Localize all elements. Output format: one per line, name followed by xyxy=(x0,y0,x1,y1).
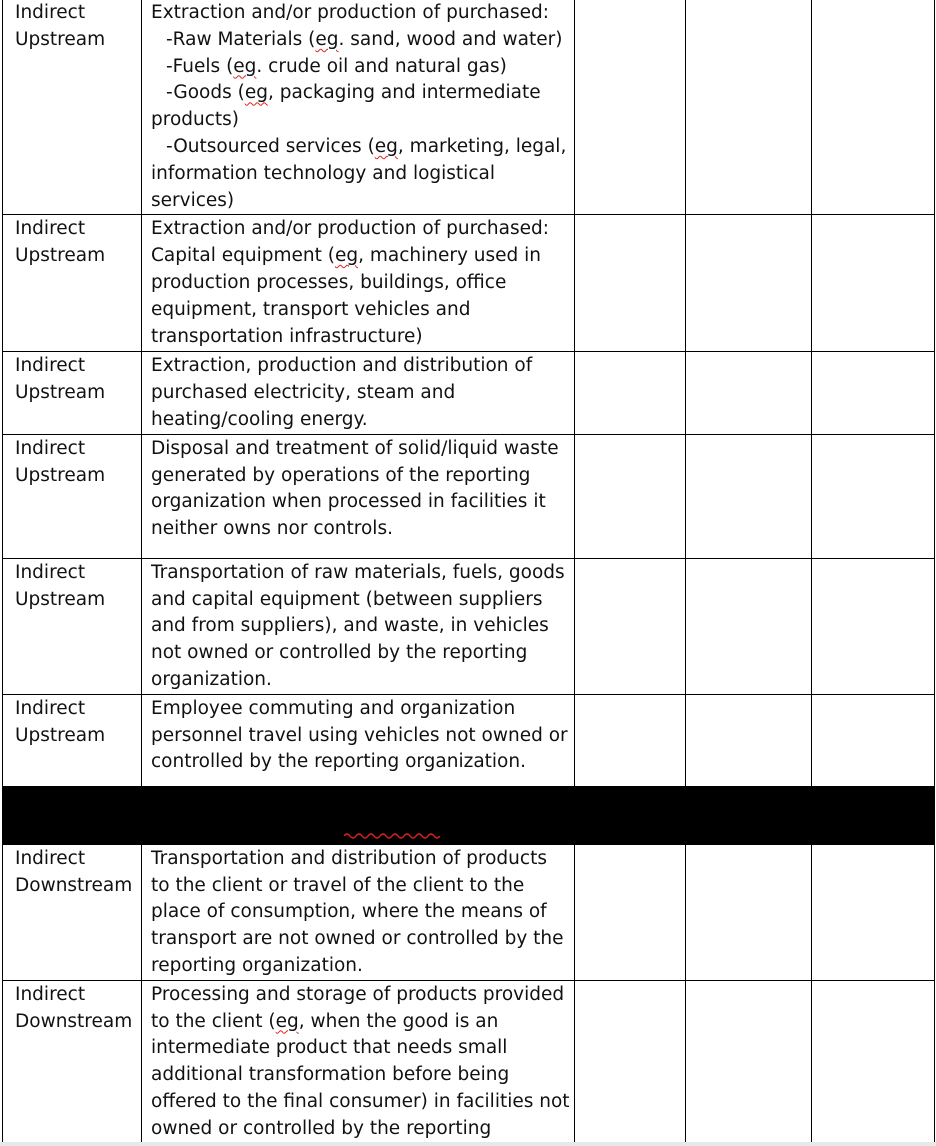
empty-cell[interactable] xyxy=(575,0,686,215)
scope-line: Indirect xyxy=(15,437,86,459)
description-line: intermediate product that needs small xyxy=(151,1037,508,1059)
spellcheck-word: eg xyxy=(315,28,339,50)
table-row xyxy=(3,558,935,694)
table-row xyxy=(3,844,935,980)
spellcheck-word: eg xyxy=(233,55,257,77)
scope-cell[interactable] xyxy=(3,434,142,558)
description-line: purchased electricity, steam and xyxy=(151,382,456,404)
description-line: Extraction and/or production of purchased: xyxy=(151,2,549,23)
scope-line: Indirect xyxy=(15,218,86,240)
empty-cell[interactable] xyxy=(686,434,812,558)
description-line: additional transformation before being xyxy=(151,1064,510,1086)
scope-cell[interactable] xyxy=(3,694,142,786)
empty-cell[interactable] xyxy=(575,558,686,694)
table-row xyxy=(3,352,935,434)
description-cell[interactable] xyxy=(142,980,575,1146)
description-line: personnel travel using vehicles not owned or xyxy=(151,724,568,746)
table-row xyxy=(3,694,935,786)
empty-cell[interactable] xyxy=(686,0,812,215)
description-line: transportation infrastructure) xyxy=(151,325,423,347)
description-line: offered to the final consumer) in facilities not xyxy=(151,1090,570,1112)
scope-line: Upstream xyxy=(15,464,106,486)
description-line: services) xyxy=(151,189,235,211)
empty-cell[interactable] xyxy=(575,694,686,786)
scope-cell[interactable] xyxy=(3,215,142,352)
empty-cell[interactable] xyxy=(686,980,812,1146)
scope-line: Indirect xyxy=(15,983,86,1005)
spellcheck-word: eg xyxy=(334,245,359,267)
scope-cell[interactable] xyxy=(3,844,142,980)
empty-cell[interactable] xyxy=(812,0,935,215)
description-line: -Fuels (eg. crude oil and natural gas) xyxy=(166,55,507,77)
empty-cell[interactable] xyxy=(812,980,935,1146)
empty-cell[interactable] xyxy=(686,844,812,980)
description-cell[interactable] xyxy=(142,215,575,352)
description-line: transport are not owned or controlled by the xyxy=(151,928,564,950)
empty-cell[interactable] xyxy=(575,352,686,434)
description-line: Processing and storage of products provided xyxy=(151,983,565,1005)
description-cell[interactable] xyxy=(142,558,575,694)
description-line: controlled by the reporting organization. xyxy=(151,751,526,773)
scope-line: Upstream xyxy=(15,724,106,746)
empty-cell[interactable] xyxy=(686,352,812,434)
scope-cell[interactable] xyxy=(3,558,142,694)
scope-line: Upstream xyxy=(15,588,106,610)
table-row xyxy=(3,0,935,215)
description-cell[interactable] xyxy=(142,434,575,558)
table-row xyxy=(3,215,935,352)
description-line: to the client or travel of the client to the xyxy=(151,874,525,896)
scope-cell[interactable] xyxy=(3,352,142,434)
scope-line: Indirect xyxy=(15,697,86,719)
scope-line: Indirect xyxy=(15,847,86,869)
description-line: organization when processed in facilities it xyxy=(151,491,546,513)
scope-line: Downstream xyxy=(15,874,133,896)
description-line: to the client (eg, when the good is an xyxy=(151,1010,499,1032)
description-line: Transportation of raw materials, fuels, goods xyxy=(151,561,565,583)
empty-cell[interactable] xyxy=(812,844,935,980)
description-line: heating/cooling energy. xyxy=(151,408,368,430)
empty-cell[interactable] xyxy=(575,980,686,1146)
empty-cell[interactable] xyxy=(812,558,935,694)
description-line: -Raw Materials (eg. sand, wood and water) xyxy=(166,28,563,50)
scope-line: Downstream xyxy=(15,1010,133,1032)
spellcheck-word: eg xyxy=(244,82,268,104)
scope-line: Upstream xyxy=(15,382,106,404)
scope-line: Indirect xyxy=(15,561,86,583)
description-line: Capital equipment (eg, machinery used in xyxy=(151,245,542,267)
emissions-table xyxy=(2,0,935,1146)
description-line: Disposal and treatment of solid/liquid waste xyxy=(151,437,559,459)
scope-cell[interactable] xyxy=(3,980,142,1146)
description-line: production processes, buildings, office xyxy=(151,271,507,293)
description-line: and capital equipment (between suppliers xyxy=(151,588,543,610)
description-line: not owned or controlled by the reporting xyxy=(151,642,528,664)
description-cell[interactable] xyxy=(142,694,575,786)
empty-cell[interactable] xyxy=(812,352,935,434)
table-row xyxy=(3,434,935,558)
description-line: Transportation and distribution of products xyxy=(151,847,547,869)
empty-cell[interactable] xyxy=(686,215,812,352)
description-line: neither owns nor controls. xyxy=(151,518,393,540)
description-line: Extraction and/or production of purchased: xyxy=(151,218,549,240)
description-cell[interactable] xyxy=(142,844,575,980)
empty-cell[interactable] xyxy=(686,694,812,786)
scope-line: Indirect xyxy=(15,2,86,23)
description-line: Extraction, production and distribution of xyxy=(151,355,533,377)
section-divider-band xyxy=(3,786,935,844)
description-line: generated by operations of the reporting xyxy=(151,464,531,486)
description-line: owned or controlled by the reporting xyxy=(151,1117,492,1139)
empty-cell[interactable] xyxy=(812,694,935,786)
empty-cell[interactable] xyxy=(575,215,686,352)
spellcheck-underline-icon xyxy=(344,832,444,840)
empty-cell[interactable] xyxy=(575,844,686,980)
spellcheck-word: eg xyxy=(374,135,398,157)
description-line: organization. xyxy=(151,668,272,690)
empty-cell[interactable] xyxy=(812,434,935,558)
description-line: equipment, transport vehicles and xyxy=(151,298,471,320)
table-row xyxy=(3,980,935,1146)
description-line: reporting organization. xyxy=(151,954,363,976)
description-line: -Goods (eg, packaging and intermediate xyxy=(166,82,541,104)
scope-line: Upstream xyxy=(15,245,106,267)
empty-cell[interactable] xyxy=(686,558,812,694)
description-line: place of consumption, where the means of xyxy=(151,901,547,923)
description-line: Employee commuting and organization xyxy=(151,697,516,719)
empty-cell[interactable] xyxy=(575,434,686,558)
page-bottom-edge xyxy=(0,1142,936,1146)
section-divider-cell xyxy=(3,786,935,844)
scope-line: Indirect xyxy=(15,355,86,377)
description-cell[interactable] xyxy=(142,0,575,215)
description-line: -Outsourced services (eg, marketing, legal, xyxy=(166,135,567,157)
description-line: and from suppliers), and waste, in vehicles xyxy=(151,615,549,637)
description-cell[interactable] xyxy=(142,352,575,434)
description-line: products) xyxy=(151,109,240,131)
empty-cell[interactable] xyxy=(812,215,935,352)
spellcheck-word: eg xyxy=(275,1010,299,1032)
scope-cell[interactable] xyxy=(3,0,142,215)
scope-line: Upstream xyxy=(15,28,106,50)
description-line: information technology and logistical xyxy=(151,162,495,184)
